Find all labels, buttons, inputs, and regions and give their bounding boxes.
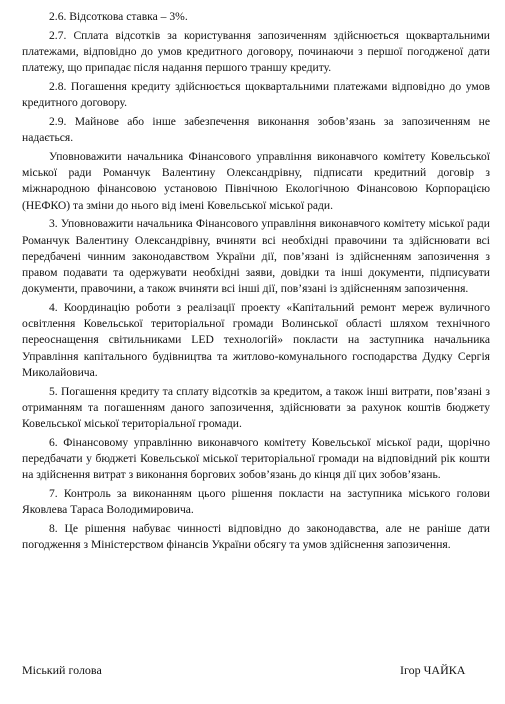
signature-name: Ігор ЧАЙКА — [400, 663, 466, 677]
paragraph-3: 3. Уповноважити начальника Фінансового управління виконавчого комітету міської ради Романчук Валентину Олександрівну, вчиняти всі необхідні правочини та здійснювати всі передбачені чинним законодавством України дії, пов’язані із здійсненням запозичення з правом подавати та одержувати необхідні заяви, довідки та інші документи, підписувати документи, правочини, а також вчиняти всі інші дії, пов’язані із здійсненням запозичення. — [22, 217, 490, 296]
paragraph-authorize-signing: Уповноважити начальника Фінансового управління виконавчого комітету Ковельської міської ради Романчук Валентину Олександрівну, підписати кредитний договір з міжнародною фінансовою установою Північною Екологічною Фінансовою Корпорацією (НЕФКО) та зміни до нього від імені Ковельської міської ради. — [22, 150, 490, 212]
paragraph-4: 4. Координацію роботи з реалізації проекту «Капітальний ремонт мереж вуличного освітлення Ковельської територіальної громади Волинської області шляхом технічного переоснащення світильниками LED технологій» покласти на заступника начальника Управління капітального будівництва та житлово-комунального господарства Дудку Сергія Миколайовича. — [22, 301, 490, 379]
paragraph-2-7: 2.7. Сплата відсотків за користування запозиченням здійснюється щоквартальними платежами, відповідно до умов кредитного договору, починаючи з першої погодженої дати платежу, що припадає після надання першого траншу кредиту. — [22, 28, 490, 75]
document-body — [22, 9, 490, 553]
paragraph-5: 5. Погашення кредиту та сплату відсотків за кредитом, а також інші витрати, пов’язані з отриманням та погашенням даного запозичення, здійснювати за рахунок коштів бюджету Ковельської міської територіальної громади. — [22, 384, 490, 431]
paragraph-2-9: 2.9. Майнове або інше забезпечення виконання зобов’язань за запозиченням не надається. — [22, 115, 490, 145]
paragraph-7: 7. Контроль за виконанням цього рішення покласти на заступника міського голови Яковлева Тараса Володимировича. — [22, 487, 490, 517]
paragraph-8: 8. Це рішення набуває чинності відповідно до законодавства, але не раніше дати погодження з Міністерством фінансів України обсягу та умов здійснення запозичення. — [22, 522, 490, 552]
signature-block — [22, 662, 490, 680]
paragraph-2-8: 2.8. Погашення кредиту здійснюється щоквартальними платежами відповідно до умов кредитного договору. — [22, 80, 490, 110]
signature-title: Міський голова — [22, 663, 102, 677]
paragraph-6: 6. Фінансовому управлінню виконавчого комітету Ковельської міської ради, щорічно передбачати у бюджеті Ковельської міської територіальної громади на відповідний рік кошти на здійснення витрат з виконання боргових зобов’язань до кінця дії цих зобов’язань. — [22, 435, 490, 482]
paragraph-2-6: 2.6. Відсоткова ставка – 3%. — [49, 10, 188, 23]
